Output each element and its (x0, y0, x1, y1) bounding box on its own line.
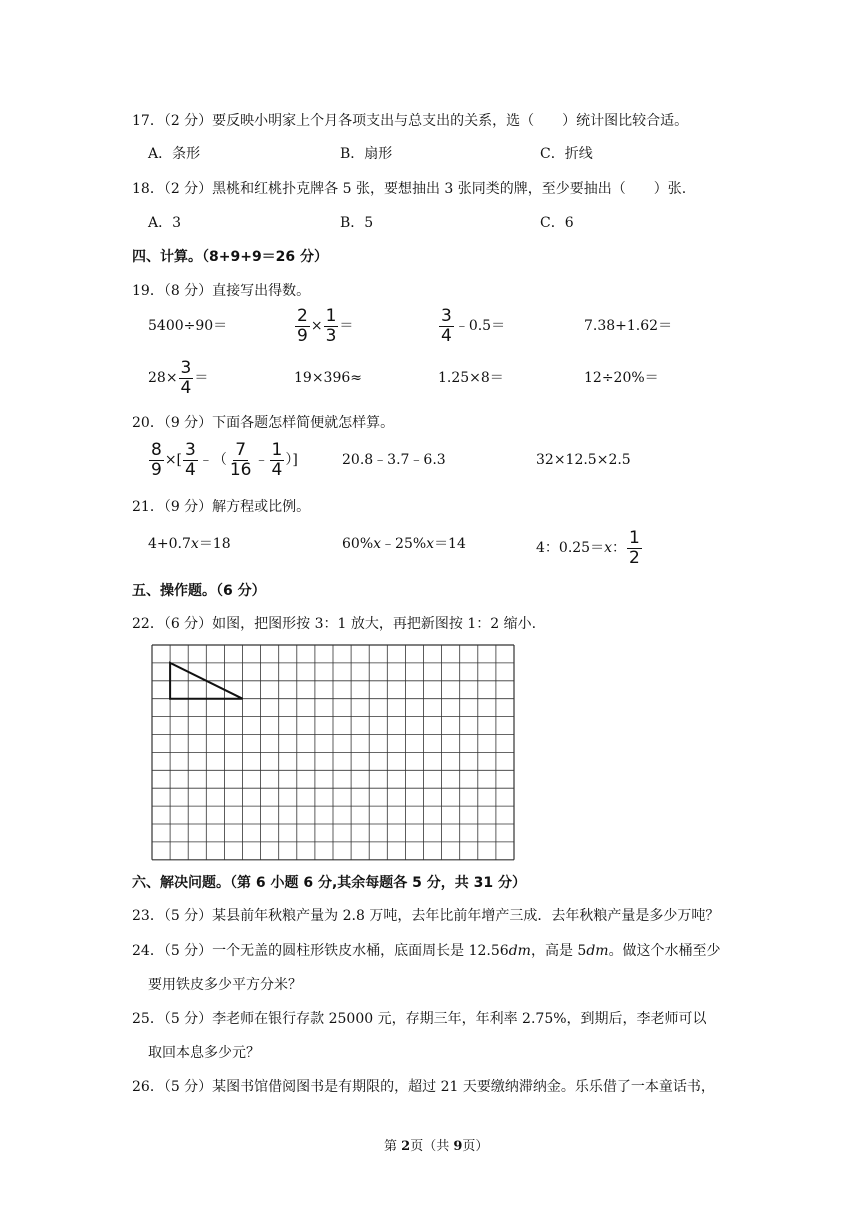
q24-line-1: 24．（5 分）一个无盖的圆柱形铁皮水桶，底面周长是 12.56dm，高是 5dm。做这个水桶至少 (132, 943, 721, 959)
fraction: $\frac{3}{4}$ (180, 357, 192, 398)
q20-expr-2: 20.8﹣3.7﹣6.3 (342, 452, 446, 468)
q19-expr-2: $\frac{2}{9}$ × $\frac{1}{3}$ ＝ (297, 305, 354, 346)
q24-line-2: 要用铁皮多少平方分米？ (148, 977, 302, 993)
q17-stem: 17．（2 分）要反映小明家上个月各项支出与总支出的关系，选（ ）统计图比较合适。 (132, 113, 689, 129)
q20-expr-1: $\frac{8}{9}$ ×[ $\frac{3}{4}$ ﹣（ $\frac{7}{16}$ ﹣ $\frac{1}{4}$ ）] (151, 439, 298, 480)
fraction: $\frac{8}{9}$ (151, 439, 162, 480)
q18-option-a: A．3 (148, 215, 182, 231)
q19-stem: 19．（8 分）直接写出得数。 (132, 283, 311, 299)
fraction: $\frac{3}{4}$ (185, 439, 196, 480)
q22-stem: 22．（6 分）如图，把图形按 3：1 放大，再把新图按 1：2 缩小. (132, 616, 537, 632)
q20-stem: 20．（9 分）下面各题怎样简便就怎样算。 (132, 415, 395, 431)
q19-expr-8: 12÷20%＝ (584, 370, 659, 386)
q17-option-c: C．折线 (540, 146, 593, 162)
fraction: $\frac{7}{16}$ (229, 439, 252, 480)
q20-expr-3: 32×12.5×2.5 (536, 452, 631, 468)
q19-expr-6: 19×396≈ (294, 370, 362, 386)
q19-expr-4: 7.38+1.62＝ (584, 318, 673, 334)
square-grid (151, 644, 517, 862)
fraction: $\frac{3}{4}$ (441, 305, 452, 346)
q19-expr-3: $\frac{3}{4}$ ﹣0.5＝ (441, 305, 506, 346)
q26-line-1: 26．（5 分）某图书馆借阅图书是有期限的，超过 21 天要缴纳滞纳金。乐乐借了一本童话书， (132, 1079, 715, 1095)
q17-option-b: B．扇形 (340, 146, 393, 162)
q21-expr-2: 60%x﹣25%x＝14 (342, 536, 466, 552)
q17-option-a: A．条形 (148, 146, 201, 162)
fraction: $\frac{1}{4}$ (271, 439, 283, 480)
q25-line-1: 25．（5 分）李老师在银行存款 25000 元，存期三年，年利率 2.75%，到期后，李老师可以 (132, 1011, 707, 1027)
grid-canvas (151, 644, 517, 862)
section-heading-calc: 四、计算。（8+9+9＝26 分） (132, 249, 329, 265)
q21-expr-1: 4+0.7x＝18 (148, 536, 231, 552)
q25-line-2: 取回本息多少元？ (148, 1045, 260, 1061)
q19-expr-1: 5400÷90＝ (148, 318, 228, 334)
page-footer: 第 2页（共 9页） (384, 1139, 489, 1154)
q23-text: 23．（5 分）某县前年秋粮产量为 2.8 万吨，去年比前年增产三成．去年秋粮产量是多少万吨？ (132, 908, 720, 924)
q21-expr-3: 4：0.25＝x： $\frac{1}{2}$ (536, 527, 640, 568)
q19-expr-7: 1.25×8＝ (438, 370, 504, 386)
q18-option-c: C．6 (540, 215, 574, 231)
q18-stem: 18．（2 分）黑桃和红桃扑克牌各 5 张，要想抽出 3 张同类的牌，至少要抽出（ ）张. (132, 181, 687, 197)
q21-stem: 21．（9 分）解方程或比例。 (132, 499, 311, 515)
fraction: $\frac{2}{9}$ (297, 305, 308, 346)
fraction: $\frac{1}{2}$ (629, 527, 640, 568)
section-heading-operation: 五、操作题。（6 分） (132, 583, 266, 599)
fraction: $\frac{1}{3}$ (325, 305, 337, 346)
q18-option-b: B．5 (340, 215, 374, 231)
q19-expr-5: 28× $\frac{3}{4}$ ＝ (148, 357, 209, 398)
section-heading-problems: 六、解决问题。（第 6 小题 6 分,其余每题各 5 分，共 31 分） (132, 875, 527, 891)
